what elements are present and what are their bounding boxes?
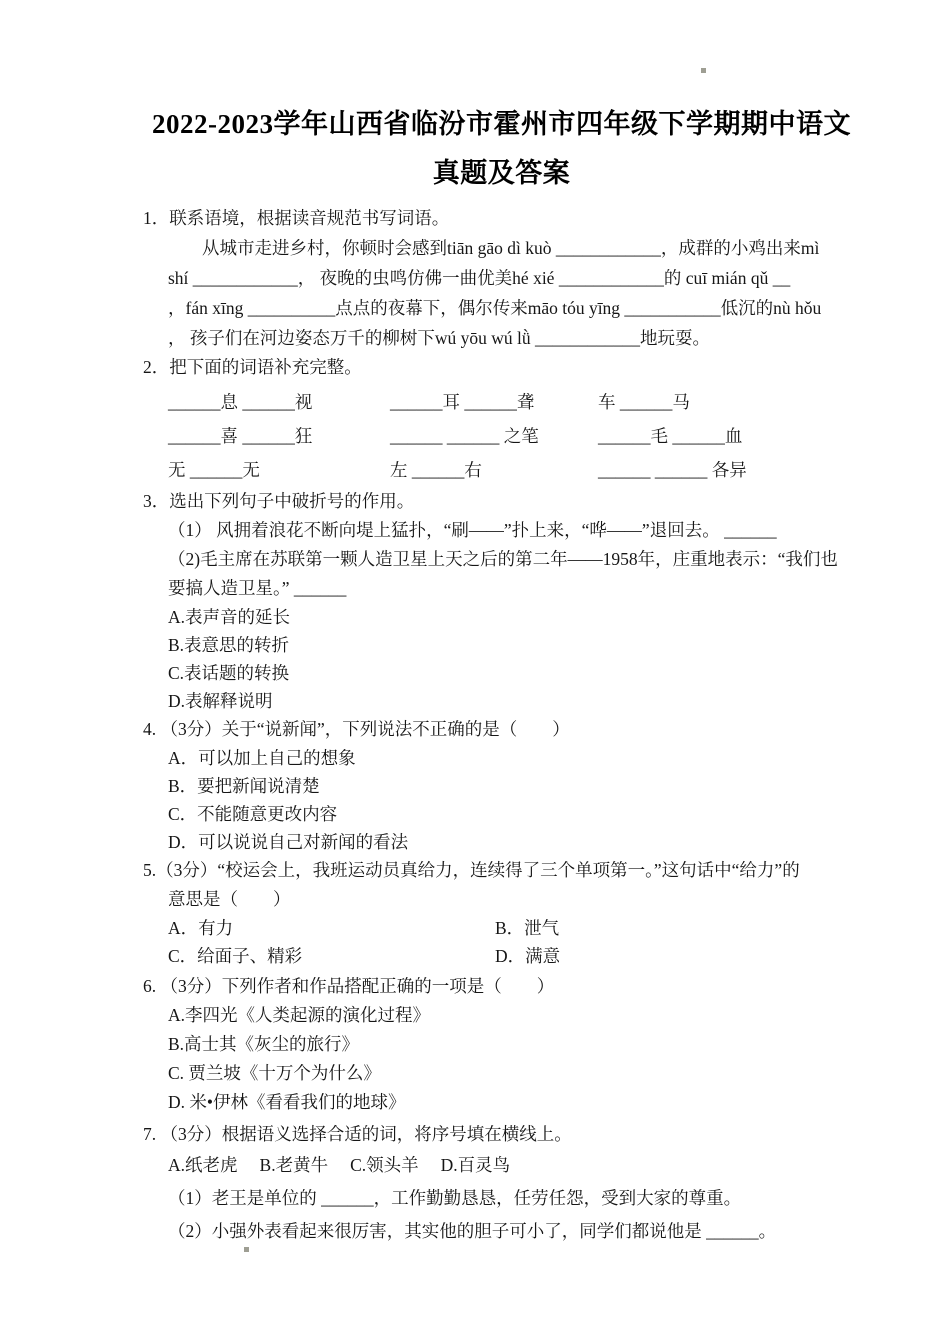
question-6 [143, 972, 860, 1117]
question-5 [143, 856, 860, 970]
q6-option-d: D. 米•伊林《看看我们的地球》 [168, 1092, 406, 1112]
question-2 [143, 353, 860, 487]
question-4-header: 4. （3分）关于“说新闻”，下列说法不正确的是（ ） [143, 719, 570, 739]
q1-text-line-3: ，fán xīng __________点点的夜幕下，偶尔传来māo tóu yīng ___________低沉的nù hǒu [168, 298, 822, 318]
question-1-header: 1．联系语境，根据读音规范书写词语。 [143, 208, 450, 228]
q3-item-2-line-2: 要搞人造卫星。” ______ [168, 578, 347, 598]
q4-option-d: D．可以说说自己对新闻的看法 [168, 832, 409, 852]
q3-option-a: A.表声音的延长 [168, 607, 291, 627]
q2-cell: 车 ______马 [598, 392, 690, 412]
q4-option-b: B．要把新闻说清楚 [168, 776, 320, 796]
q2-cell: ______息 ______视 [168, 392, 313, 412]
q2-cell: ______ ______ 各异 [598, 460, 747, 480]
q5-option-a: A．有力 [168, 918, 234, 938]
q1-text-line-4: ， 孩子们在河边姿态万千的柳树下wú yōu wú lǜ ____________地玩耍。 [168, 328, 711, 348]
q4-option-a: A．可以加上自己的想象 [168, 748, 356, 768]
q2-cell: ______ ______ 之笔 [390, 426, 539, 446]
question-5-header-line-1: 5.（3分）“校运会上，我班运动员真给力，连续得了三个单项第一。”这句话中“给力”的 [143, 860, 800, 880]
question-5-options [168, 914, 860, 970]
q5-option-b: B．泄气 [495, 918, 560, 938]
title-line-1: 2022-2023学年山西省临汾市霍州市四年级下学期期中语文 [152, 109, 851, 139]
question-3 [143, 487, 860, 715]
q2-cell: ______耳 ______聋 [390, 392, 535, 412]
q1-text-line-2: shí ____________， 夜晚的虫鸣仿佛一曲优美hé xié ____________的 cuī mián qǔ __ [168, 268, 791, 288]
q7-option-b: B.老黄牛 [259, 1155, 329, 1175]
q2-cell: 左 ______右 [390, 460, 482, 480]
q6-option-c: C. 贾兰坡《十万个为什么》 [168, 1063, 381, 1083]
q7-option-c: C.领头羊 [350, 1155, 419, 1175]
q2-cell: 无 ______无 [168, 460, 260, 480]
ink-speck-bottom [244, 1247, 249, 1252]
q5-option-c: C．给面子、精彩 [168, 946, 303, 966]
q1-text-line-1: 从城市走进乡村，你顿时会感到tiān gāo dì kuò ____________，成群的小鸡出来mì [202, 238, 820, 258]
question-6-header: 6. （3分）下列作者和作品搭配正确的一项是（ ） [143, 976, 555, 996]
q7-option-d: D.百灵鸟 [440, 1155, 511, 1175]
question-3-header: 3．选出下列句子中破折号的作用。 [143, 491, 415, 511]
q7-item-2: （2）小强外表看起来很厉害，其实他的胆子可小了，同学们都说他是 ______。 [168, 1221, 777, 1241]
q3-option-b: B.表意思的转折 [168, 635, 290, 655]
q6-option-b: B.高士其《灰尘的旅行》 [168, 1034, 360, 1054]
q4-option-c: C．不能随意更改内容 [168, 804, 338, 824]
question-1 [143, 204, 860, 353]
q2-cell: ______毛 ______血 [598, 426, 743, 446]
question-7-header: 7. （3分）根据语义选择合适的词，将序号填在横线上。 [143, 1124, 572, 1144]
q6-option-a: A.李四光《人类起源的演化过程》 [168, 1005, 431, 1025]
q2-row-1 [168, 385, 860, 419]
question-2-header: 2．把下面的词语补充完整。 [143, 357, 362, 377]
q7-item-1: （1）老王是单位的 ______，工作勤勤恳恳，任劳任怨，受到大家的尊重。 [168, 1188, 742, 1208]
question-4 [143, 715, 860, 856]
q5-option-d: D．满意 [495, 946, 561, 966]
question-7-options [168, 1149, 860, 1181]
question-2-body [143, 385, 860, 487]
q2-cell: ______喜 ______狂 [168, 426, 313, 446]
q7-option-a: A.纸老虎 [168, 1155, 238, 1175]
question-1-body [168, 233, 860, 353]
q3-item-2-line-1: （2)毛主席在苏联第一颗人造卫星上天之后的第二年——1958年，庄重地表示：“我们也 [168, 549, 838, 569]
q2-row-3 [168, 453, 860, 487]
q3-option-d: D.表解释说明 [168, 691, 273, 711]
title-line-2: 真题及答案 [432, 158, 571, 188]
page-title [143, 100, 860, 198]
question-7 [143, 1119, 860, 1247]
q2-row-2 [168, 419, 860, 453]
q3-item-1: （1） 风拥着浪花不断向堤上猛扑，“刷——”扑上来，“哗——”退回去。 ______ [168, 520, 777, 540]
question-3-body [168, 516, 860, 603]
ink-speck-top [701, 68, 706, 73]
question-5-header-line-2: 意思是（ ） [168, 889, 291, 909]
q3-option-c: C.表话题的转换 [168, 663, 290, 683]
